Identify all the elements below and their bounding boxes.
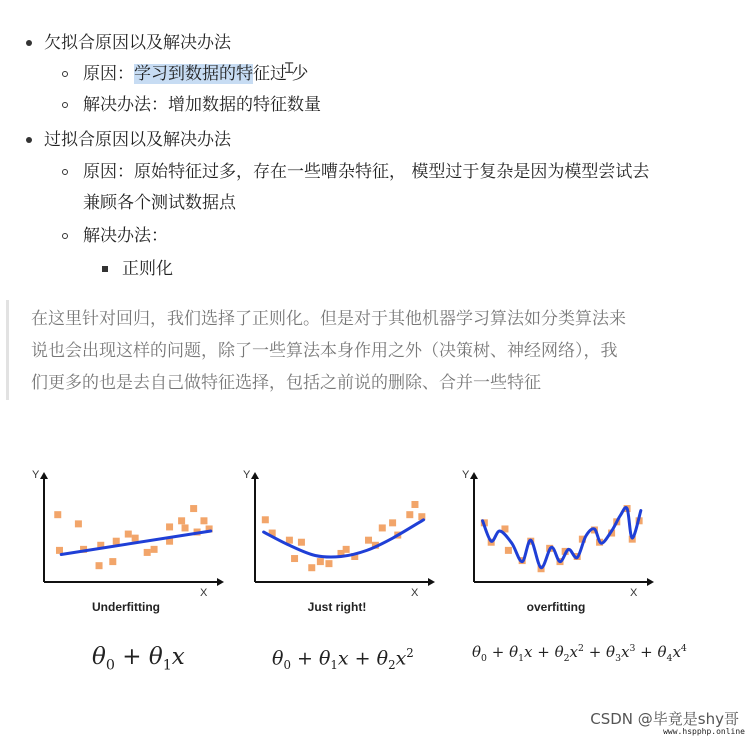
y-axis-label: Y [462,469,470,481]
data-point [298,539,305,546]
data-point [343,546,350,553]
data-point [200,517,207,524]
plot-title: Underfitting [92,600,160,614]
x-axis-label: X [200,587,208,599]
data-point [166,523,173,530]
data-point [144,549,151,556]
selected-text-highlight[interactable]: 学习到数据的特 [134,64,253,84]
bullet-disc [26,40,32,46]
data-point [151,546,158,553]
plot-just-right [237,466,437,616]
bullet-circle [62,102,68,108]
data-point [379,524,386,531]
data-point [389,519,396,526]
y-axis-label: Y [243,469,251,481]
data-point [325,560,332,567]
chart-overfitting [456,466,656,616]
underfit-cause-end: 少 [291,64,309,84]
bullet-circle [62,169,68,175]
data-point [109,558,116,565]
text-cursor-icon: Ɪ [285,59,294,77]
formula-just-right: $\theta_0 + \theta_1x + \theta_2x^2$ [272,646,414,673]
plot-title: overfitting [526,600,586,614]
data-point [365,537,372,544]
data-point [317,558,324,565]
y-arrow-icon [40,472,48,479]
fit-curve [61,531,211,554]
overfit-fix: 解决办法： [83,226,168,246]
data-point [411,501,418,508]
data-point [291,555,298,562]
data-point [178,517,185,524]
chart-just-right [237,466,437,616]
data-point [190,505,197,512]
x-arrow-icon [647,578,654,586]
plot-underfitting [26,466,226,616]
x-axis-label: X [411,587,419,599]
quote-line-2: 说也会出现这样的问题，除了一些算法本身作用之外（决策树、神经网络），我 [31,341,618,361]
plot-title: Just right! [307,600,367,614]
x-arrow-icon [428,578,435,586]
blockquote [6,300,726,400]
data-point [182,524,189,531]
underfit-cause [83,61,308,87]
data-point [113,538,120,545]
quote-line-1: 在这里针对回归，我们选择了正则化。但是对于其他机器学习算法如分类算法来 [31,309,626,329]
data-point [262,516,269,523]
data-point [96,562,103,569]
bullet-disc [26,137,32,143]
x-axis-label: X [630,587,638,599]
data-point [54,511,61,518]
underfit-heading: 欠拟合原因以及解决办法 [44,33,231,53]
site-watermark: www.hspphp.online [663,727,745,736]
data-point [308,564,315,571]
overfit-fix-item: 正则化 [122,259,173,279]
y-arrow-icon [251,472,259,479]
axes [470,472,654,586]
data-point [132,535,139,542]
formula-overfitting: $\theta_0 + \theta_1x + \theta_2x^2 + \theta_3x^3 + \theta_4x^4$ [472,643,687,664]
plot-overfitting [456,466,656,616]
underfit-fix: 解决办法：增加数据的特征数量 [83,95,321,115]
overfit-cause-line2: 兼顾各个测试数据点 [83,193,236,213]
bullet-square [102,266,108,272]
data-point [125,531,132,538]
bullet-circle [62,71,68,77]
y-arrow-icon [470,472,478,479]
data-point [505,547,512,554]
csdn-watermark: CSDN @毕竟是shy哥 [590,710,739,728]
data-point [75,520,82,527]
underfit-cause-rest: 征过 [253,64,287,84]
y-axis-label: Y [32,469,40,481]
overfit-cause-line1: 原因：原始特征过多，存在一些嘈杂特征， 模型过于复杂是因为模型尝试去 [83,162,650,182]
chart-underfitting [26,466,226,616]
formula-underfitting: $\theta_0 + \theta_1x$ [92,644,185,674]
data-point [406,511,413,518]
underfit-cause-label: 原因： [83,64,134,84]
x-arrow-icon [217,578,224,586]
bullet-circle [62,233,68,239]
overfit-heading: 过拟合原因以及解决办法 [44,130,231,150]
quote-line-3: 们更多的也是去自己做特征选择，包括之前说的删除、合并一些特征 [31,373,541,393]
fit-curve [483,508,641,568]
